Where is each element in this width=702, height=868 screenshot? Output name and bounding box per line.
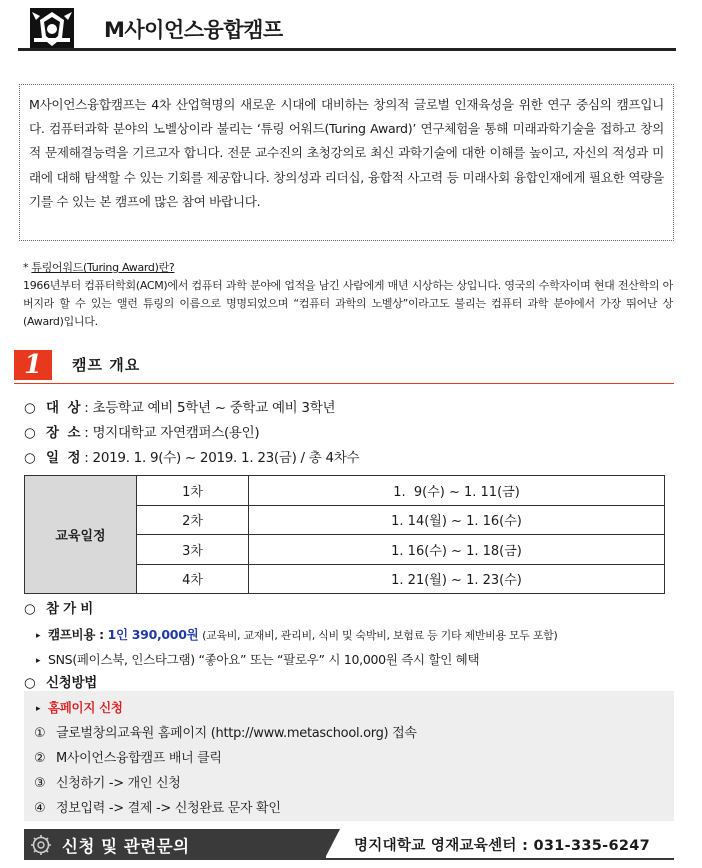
intro-text: M사이언스융합캠프는 4차 산업혁명의 새로운 시대에 대비하는 창의적 글로벌 인재육성을 위한 연구 중심의 캠프입니다. 컴퓨터과학 분야의 노벨상이라 불리는 ‘튜링 어워드(Turing Award)’ 연구체험을 통해 미래과학기술을 접하고 창의적 문제해결능력을 기르고자 합니다. 전문 교수진의 초청강의로 최신 과학기술에 대한 이해를 높이고, 자신의 적성과 미래에 대해 탐색할 수 있는 기회를 제공합니다. 창의성과 리더십, 융합적 사고력 등 미래사회 융합인재에게 필요한 역량을 기를 수 있는 본 캠프에 많은 참여 바랍니다. [29, 97, 664, 209]
footer-underline [324, 858, 674, 860]
section-number-badge: 1 [14, 350, 52, 380]
footer-title: 신청 및 관련문의 [62, 837, 190, 856]
section-divider [14, 383, 674, 384]
apply-step-3 [34, 775, 181, 793]
apply-method: 홈페이지 신청 [48, 700, 123, 715]
apply-method-row [36, 699, 123, 718]
schedule-table [24, 475, 665, 594]
apply-heading-label: 신청방법 [46, 675, 97, 691]
turing-note-heading [23, 259, 673, 277]
round-cell: 3차 [137, 535, 249, 565]
section-title: 캠프 개요 [72, 356, 141, 374]
cost-value: 1인 390,000원 [107, 627, 199, 642]
note-prefix: * [23, 261, 32, 274]
round-cell: 2차 [137, 505, 249, 535]
triangle-bullet-icon: ▸ [36, 656, 41, 666]
triangle-bullet-icon: ▸ [36, 704, 41, 714]
dates-cell: 1. 21(월) ~ 1. 23(수) [249, 564, 665, 594]
dates-cell: 1. 16(수) ~ 1. 18(금) [249, 535, 665, 565]
header-divider [18, 48, 676, 51]
round-cell: 4차 [137, 564, 249, 594]
step-text: 신청하기 -> 개인 신청 [56, 776, 181, 791]
apply-step-2 [34, 750, 222, 768]
dates-cell: 1. 9(수) ~ 1. 11(금) [249, 476, 665, 506]
gear-icon [30, 834, 52, 856]
step-text: 글로벌창의교육원 홈페이지 (http://www.metaschool.org) 접속 [56, 726, 417, 741]
date-label: 일 정 [46, 450, 81, 466]
circle-bullet-icon: ○ [24, 400, 36, 416]
apply-step-1 [34, 725, 417, 743]
footer-contact: 명지대학교 영재교육센터 : 031-335-6247 [354, 838, 651, 854]
step-number: ④ [34, 801, 46, 816]
fee-cost-row [36, 626, 557, 645]
dates-cell: 1. 14(월) ~ 1. 16(수) [249, 505, 665, 535]
cost-label: 캠프비용 : [48, 627, 104, 642]
circle-bullet-icon: ○ [24, 675, 36, 691]
step-number: ③ [34, 776, 46, 791]
table-row [25, 476, 665, 506]
turing-note-body: 1966년부터 컴퓨터학회(ACM)에서 컴퓨터 과학 분야에 업적을 남긴 사람에게 매년 시상하는 상입니다. 영국의 수학자이며 현대 전산학의 아버지라 할 수 있는 앨런 튜링의 이름으로 명명되었으며 “컴퓨터 과학의 노벨상”이라고도 불리는 컴퓨터 과학 분야에서 가장 뛰어난 상(Award)입니다. [23, 279, 673, 328]
target-value: : 초등학교 예비 5학년 ~ 중학교 예비 3학년 [84, 400, 336, 416]
circle-bullet-icon: ○ [24, 601, 36, 617]
triangle-bullet-icon: ▸ [36, 631, 41, 641]
crest-logo-icon [30, 8, 74, 50]
section-header [14, 350, 674, 384]
apply-heading [24, 673, 97, 693]
page-header [18, 6, 676, 52]
fee-heading-label: 참 가 비 [46, 601, 94, 617]
cost-note: (교육비, 교재비, 관리비, 식비 및 숙박비, 보험료 등 기타 제반비용 모두 포함) [202, 629, 558, 642]
date-value: : 2019. 1. 9(수) ~ 2019. 1. 23(금) / 총 4차수 [84, 450, 360, 466]
turing-question: 튜링어워드(Turing Award)란? [31, 261, 175, 274]
step-text: M사이언스융합캠프 배너 클릭 [56, 751, 222, 766]
step-number: ② [34, 751, 46, 766]
target-row [24, 398, 335, 418]
schedule-label: 교육일정 [25, 476, 137, 594]
apply-step-4 [34, 800, 281, 818]
footer-wedge [324, 829, 340, 860]
circle-bullet-icon: ○ [24, 425, 36, 441]
step-number: ① [34, 726, 46, 741]
contact-footer [24, 829, 674, 860]
sns-discount-row [36, 651, 479, 670]
place-value: : 명지대학교 자연캠퍼스(용인) [84, 425, 260, 441]
date-row [24, 448, 359, 468]
fee-heading [24, 599, 93, 619]
intro-box [19, 84, 674, 241]
circle-bullet-icon: ○ [24, 450, 36, 466]
place-row [24, 423, 259, 443]
sns-discount-text: SNS(페이스북, 인스타그램) “좋아요” 또는 “팔로우” 시 10,000원 즉시 할인 혜택 [48, 652, 480, 667]
logo [30, 8, 74, 50]
place-label: 장 소 [46, 425, 81, 441]
target-label: 대 상 [46, 400, 81, 416]
round-cell: 1차 [137, 476, 249, 506]
step-text: 정보입력 -> 결제 -> 신청완료 문자 확인 [56, 801, 281, 816]
turing-note [23, 259, 673, 331]
page-title: M사이언스융합캠프 [104, 18, 283, 42]
